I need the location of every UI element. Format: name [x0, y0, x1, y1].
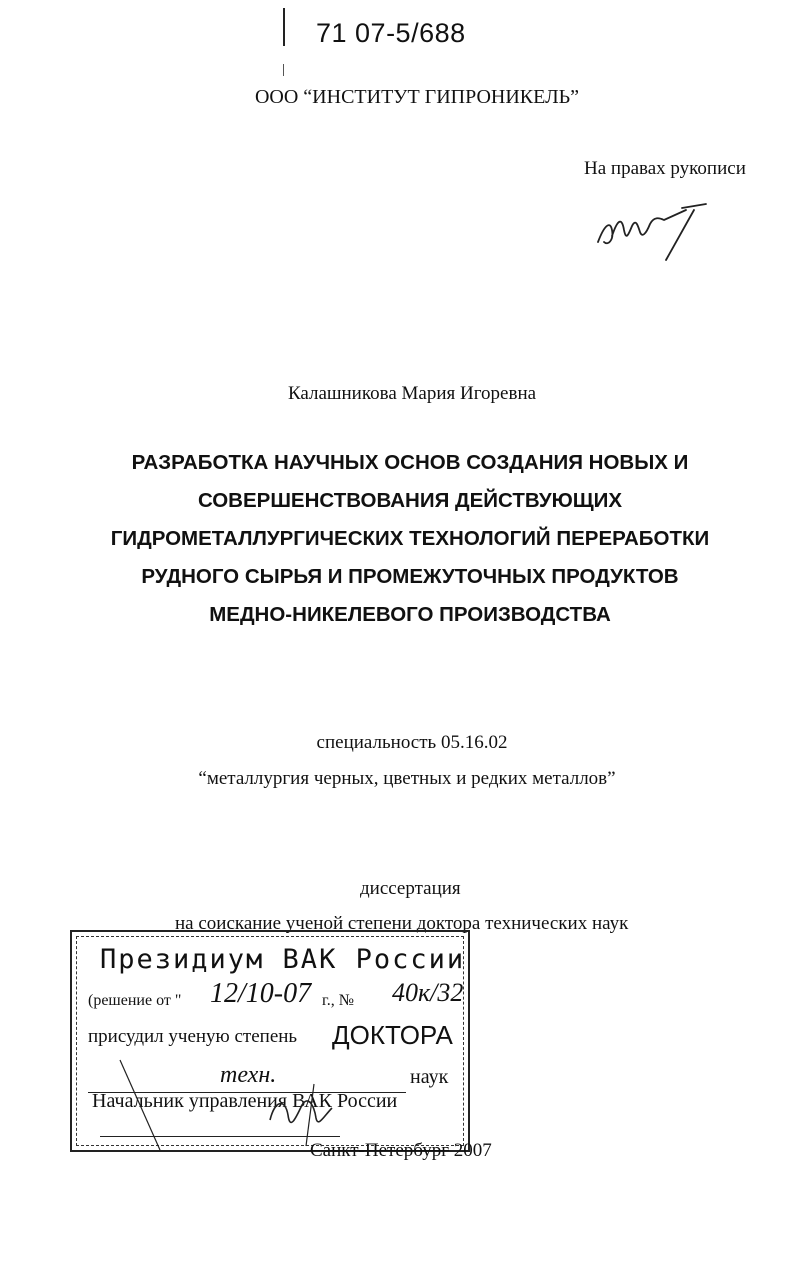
specialty-name: “металлургия черных, цветных и редких металлов”: [198, 768, 616, 789]
stamp-signature-icon: [70, 930, 470, 1152]
title-line: РУДНОГО СЫРЬЯ И ПРОМЕЖУТОЧНЫХ ПРОДУКТОВ: [141, 565, 679, 588]
year: 2007: [453, 1140, 492, 1161]
title-line: СОВЕРШЕНСТВОВАНИЯ ДЕЙСТВУЮЩИХ: [197, 489, 623, 512]
stamp-decision-label: (решение от ": [88, 992, 182, 1009]
stamp-title: Президиум ВАК России: [100, 944, 466, 975]
city-year: [310, 1140, 492, 1162]
rights-note: На правах рукописи: [584, 158, 746, 179]
author-name: Калашникова Мария Игоревна: [287, 383, 537, 404]
margin-mark: [283, 64, 284, 76]
title-line: МЕДНО-НИКЕЛЕВОГО ПРОИЗВОДСТВА: [209, 603, 611, 626]
city-name: Санкт-Петербург: [310, 1140, 450, 1161]
margin-mark: [283, 8, 285, 46]
stamp-head-label: Начальник управления ВАК России: [92, 1090, 398, 1112]
stamp-decision-date: 12/10-07: [210, 978, 312, 1009]
title-line: РАЗРАБОТКА НАУЧНЫХ ОСНОВ СОЗДАНИЯ НОВЫХ И: [131, 451, 689, 474]
stamp-field: техн.: [220, 1062, 277, 1088]
author-signature-icon: [590, 196, 710, 266]
title-line: ГИДРОМЕТАЛЛУРГИЧЕСКИХ ТЕХНОЛОГИЙ ПЕРЕРАБОТКИ: [110, 527, 710, 550]
degree-line: на соискание ученой степени доктора технических наук: [175, 913, 629, 934]
dissertation-title: [60, 444, 760, 634]
archive-number: 71 07-5/688: [316, 18, 466, 48]
stamp-year-label: г., №: [322, 992, 355, 1009]
organization-name: ООО “ИНСТИТУТ ГИПРОНИКЕЛЬ”: [254, 86, 580, 108]
stamp-awarded-label: присудил ученую степень: [88, 1026, 298, 1047]
stamp-nauk: наук: [410, 1066, 449, 1088]
stamp-decision-number: 40к/32: [392, 978, 464, 1007]
specialty-code: специальность 05.16.02: [316, 732, 508, 753]
document-type: диссертация: [360, 878, 461, 899]
stamp-degree: ДОКТОРА: [332, 1020, 453, 1050]
vak-stamp: [70, 930, 470, 1152]
